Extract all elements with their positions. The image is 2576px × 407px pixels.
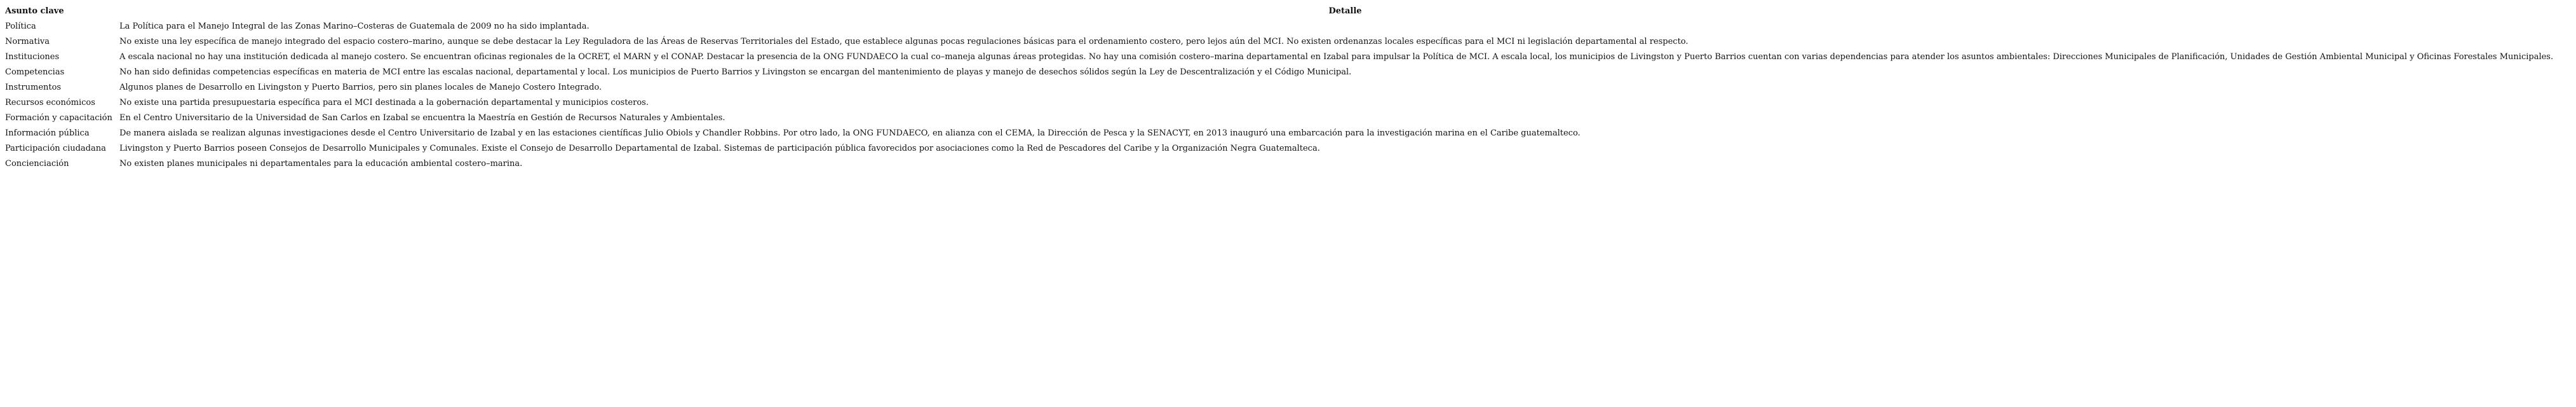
- row-key: Instrumentos: [5, 83, 62, 92]
- table-row: [4, 80, 2573, 95]
- row-key: Información pública: [5, 128, 90, 138]
- row-detail: No han sido definidas competencias específicas en materia de MCI entre las escalas nacional, departamental y local. Los municipios de Puerto Barrios y Livingston se encargan del mantenimiento de playas y manejo de desechos sólidos según la Ley de Descentralización y el Código Municipal.: [119, 67, 1352, 77]
- row-detail: Algunos planes de Desarrollo en Livingston y Puerto Barrios, pero sin planes locales de Manejo Costero Integrado.: [119, 83, 602, 92]
- header-detail: Detalle: [1328, 6, 1362, 16]
- table-body: [4, 19, 2573, 172]
- table-row: [4, 126, 2573, 141]
- row-key: Política: [5, 22, 36, 31]
- row-key: Formación y capacitación: [5, 113, 112, 123]
- table-row: [4, 65, 2573, 80]
- table-header: [4, 4, 2573, 19]
- row-detail: No existe una partida presupuestaria específica para el MCI destinada a la gobernación departamental y municipios costeros.: [119, 98, 649, 107]
- table-row: [4, 50, 2573, 65]
- row-key: Participación ciudadana: [5, 144, 106, 153]
- row-detail: La Política para el Manejo Integral de las Zonas Marino–Costeras de Guatemala de 2009 no ha sido implantada.: [119, 22, 590, 31]
- row-key: Concienciación: [5, 159, 69, 169]
- table-row: [4, 95, 2573, 111]
- row-key: Instituciones: [5, 52, 60, 62]
- row-key: Competencias: [5, 67, 65, 77]
- row-detail: De manera aislada se realizan algunas investigaciones desde el Centro Universitario de Izabal y en las estaciones científicas Julio Obiols y Chandler Robbins. Por otro lado, la ONG FUNDAECO, en alianza con el CEMA, la Dirección de Pesca y la SENACYT, en 2013 inauguró una embarcación para la investigación marina en el Caribe guatemalteco.: [119, 128, 1581, 138]
- table-row: [4, 111, 2573, 126]
- header-row: [4, 4, 2573, 19]
- row-key: Normativa: [5, 37, 50, 46]
- row-detail: Livingston y Puerto Barrios poseen Consejos de Desarrollo Municipales y Comunales. Existe el Consejo de Desarrollo Departamental de Izabal. Sistemas de participación pública favorecidos por asociaciones como la Red de Pescadores del Caribe y la Organización Negra Guatemalteca.: [119, 144, 1320, 153]
- row-key: Recursos económicos: [5, 98, 95, 107]
- header-key: Asunto clave: [5, 6, 64, 16]
- table-row: [4, 19, 2573, 34]
- row-detail: No existen planes municipales ni departamentales para la educación ambiental costero–marina.: [119, 159, 523, 169]
- row-detail: A escala nacional no hay una institución dedicada al manejo costero. Se encuentran oficinas regionales de la OCRET, el MARN y el CONAP. Destacar la presencia de la ONG FUNDAECO la cual co–maneja algunas áreas protegidas. No hay una comisión costero–marina departamental en Izabal para impulsar la Política de MCI. A escala local, los municipios de Livingston y Puerto Barrios cuentan con varias dependencias para atender los asuntos ambientales: Direcciones Municipales de Planificación, Unidades de Gestión Ambiental Municipal y Oficinas Forestales Municipales.: [119, 52, 2554, 62]
- table-row: [4, 34, 2573, 50]
- row-detail: En el Centro Universitario de la Universidad de San Carlos en Izabal se encuentra la Maestría en Gestión de Recursos Naturales y Ambientales.: [119, 113, 725, 123]
- table-row: [4, 156, 2573, 172]
- key-issues-table: [4, 4, 2573, 172]
- table-row: [4, 141, 2573, 156]
- row-detail: No existe una ley específica de manejo integrado del espacio costero–marino, aunque se debe destacar la Ley Reguladora de las Áreas de Reservas Territoriales del Estado, que establece algunas pocas regulaciones básicas para el ordenamiento costero, pero lejos aún del MCI. No existen ordenanzas locales específicas para el MCI ni legislación departamental al respecto.: [119, 37, 1689, 46]
